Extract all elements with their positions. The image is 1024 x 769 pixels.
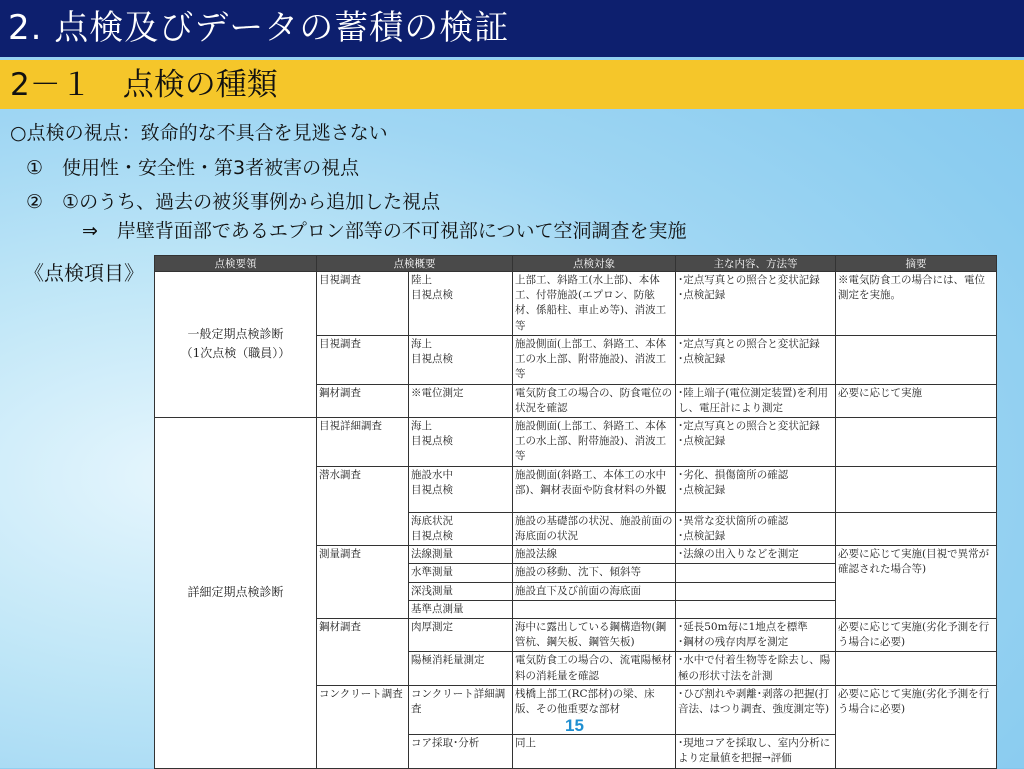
table-cell: ･法線の出入りなどを測定: [676, 546, 836, 564]
category-detailed: [155, 417, 317, 768]
table-cell: 電気防食工の場合の、防食電位の状況を確認: [513, 384, 676, 417]
table-cell: コンクリート調査: [317, 685, 409, 768]
table-cell: 施設側面(上部工、斜路工、本体工の水上部、附帯施設)、消波工等: [513, 335, 676, 384]
table-cell: [676, 564, 836, 582]
viewpoint-line: ○点検の視点：致命的な不具合を見逃さない: [10, 122, 388, 144]
table-cell: 水準測量: [409, 564, 513, 582]
table-cell: ･ひび割れや剥離･剥落の把握(打音法、はつり調査、強度測定等): [676, 685, 836, 734]
header-cell: 点検要領: [155, 256, 317, 272]
table-row: [155, 417, 997, 466]
table-cell: 上部工、斜路工(水上部)、本体工、付帯施設(エプロン、防舷材、係船柱、車止め等)、消波工等: [513, 272, 676, 336]
table-cell: ※電位測定: [409, 384, 513, 417]
table-header-row: [155, 256, 997, 272]
table-cell: [836, 652, 997, 685]
page-number: 15: [565, 716, 584, 735]
table-cell: 測量調査: [317, 546, 409, 619]
table-cell: 陸上 目視点検: [409, 272, 513, 336]
table-cell: ･延長50m毎に1地点を標準 ･鋼材の残存肉厚を測定: [676, 618, 836, 651]
table-cell: 肉厚測定: [409, 618, 513, 651]
table-cell: ･定点写真との照合と変状記録 ･点検記録: [676, 335, 836, 384]
table-cell: 必要に応じて実施(劣化予測を行う場合に必要): [836, 618, 997, 651]
table-cell: 必要に応じて実施(目視で異常が確認された場合等): [836, 546, 997, 619]
table-cell: 鋼材調査: [317, 618, 409, 685]
table-cell: 鋼材調査: [317, 384, 409, 417]
inspection-table: [154, 255, 997, 769]
section-bar: [0, 60, 1024, 109]
table-cell: コア採取･分析: [409, 734, 513, 768]
table-cell: 陽極消耗量測定: [409, 652, 513, 685]
table-cell: 桟橋上部工(RC部材)の梁、床版、その他重要な部材: [513, 685, 676, 734]
table-cell: 基準点測量: [409, 600, 513, 618]
category-label: 詳細定期点検診断: [187, 585, 284, 600]
table-cell: 必要に応じて実施(劣化予測を行う場合に必要): [836, 685, 997, 768]
table-cell: ･劣化、損傷箇所の確認 ･点検記録: [676, 466, 836, 512]
table-cell: [676, 582, 836, 600]
table-cell: 海中に露出している鋼構造物(鋼管杭、鋼矢板、鋼管矢板): [513, 618, 676, 651]
table-cell: 施設の移動、沈下、傾斜等: [513, 564, 676, 582]
table-cell: コンクリート詳細調査: [409, 685, 513, 734]
section-title: 2－１ 点検の種類: [10, 67, 278, 103]
table-cell: ･水中で付着生物等を除去し、陽極の形状寸法を計測: [676, 652, 836, 685]
table-cell: 目視詳細調査: [317, 417, 409, 466]
table-cell: 海上 目視点検: [409, 417, 513, 466]
table-cell: 施設水中 目視点検: [409, 466, 513, 512]
category-label: 一般定期点検診断 （1次点検（職員））: [180, 327, 291, 361]
table-cell: 施設の基礎部の状況、施設前面の海底面の状況: [513, 512, 676, 545]
table-cell: 海底状況 目視点検: [409, 512, 513, 545]
table-cell: 法線測量: [409, 546, 513, 564]
table-cell: ･定点写真との照合と変状記録 ･点検記録: [676, 417, 836, 466]
table-cell: ･陸上端子(電位測定装置)を利用し、電圧計により測定: [676, 384, 836, 417]
table-row: [155, 272, 997, 336]
table-cell: ･定点写真との照合と変状記録 ･点検記録: [676, 272, 836, 336]
table-cell: 目視調査: [317, 272, 409, 336]
table-cell: ･異常な変状箇所の確認 ･点検記録: [676, 512, 836, 545]
table-cell: [836, 466, 997, 512]
table-cell: [676, 600, 836, 618]
header-cell: 摘要: [836, 256, 997, 272]
table-cell: 目視調査: [317, 335, 409, 384]
table-cell: 潜水調査: [317, 466, 409, 545]
table-cell: 必要に応じて実施: [836, 384, 997, 417]
table-cell: [513, 600, 676, 618]
table-cell: 施設法線: [513, 546, 676, 564]
title-bar: [0, 0, 1024, 57]
table-cell: 海上 目視点検: [409, 335, 513, 384]
header-cell: 点検対象: [513, 256, 676, 272]
table-cell: [836, 335, 997, 384]
inspection-items-label: 《点検項目》: [24, 261, 144, 285]
table-cell: 電気防食工の場合の、流電陽極材料の消耗量を確認: [513, 652, 676, 685]
table-cell: [836, 417, 997, 466]
category-general: [155, 272, 317, 418]
table-cell: 施設直下及び前面の海底面: [513, 582, 676, 600]
table-cell: 施設側面(斜路工、本体工の水中部)、鋼材表面や防食材料の外観: [513, 466, 676, 512]
table-cell: ※電気防食工の場合には、電位測定を実施。: [836, 272, 997, 336]
table-cell: 深浅測量: [409, 582, 513, 600]
table-cell: 施設側面(上部工、斜路工、本体工の水上部、附帯施設)、消波工等: [513, 417, 676, 466]
point-2-detail: ⇒ 岸壁背面部であるエプロン部等の不可視部について空洞調査を実施: [82, 220, 687, 242]
table-cell: 同上: [513, 734, 676, 768]
header-cell: 点検概要: [317, 256, 513, 272]
table-cell: ･現地コアを採取し、室内分析により定量値を把握→評価: [676, 734, 836, 768]
header-cell: 主な内容、方法等: [676, 256, 836, 272]
point-2: ② ①のうち、過去の被災事例から追加した視点: [26, 191, 441, 213]
page-title: 2. 点検及びデータの蓄積の検証: [8, 8, 510, 48]
point-1: ① 使用性・安全性・第3者被害の視点: [26, 157, 360, 179]
table-cell: [836, 512, 997, 545]
